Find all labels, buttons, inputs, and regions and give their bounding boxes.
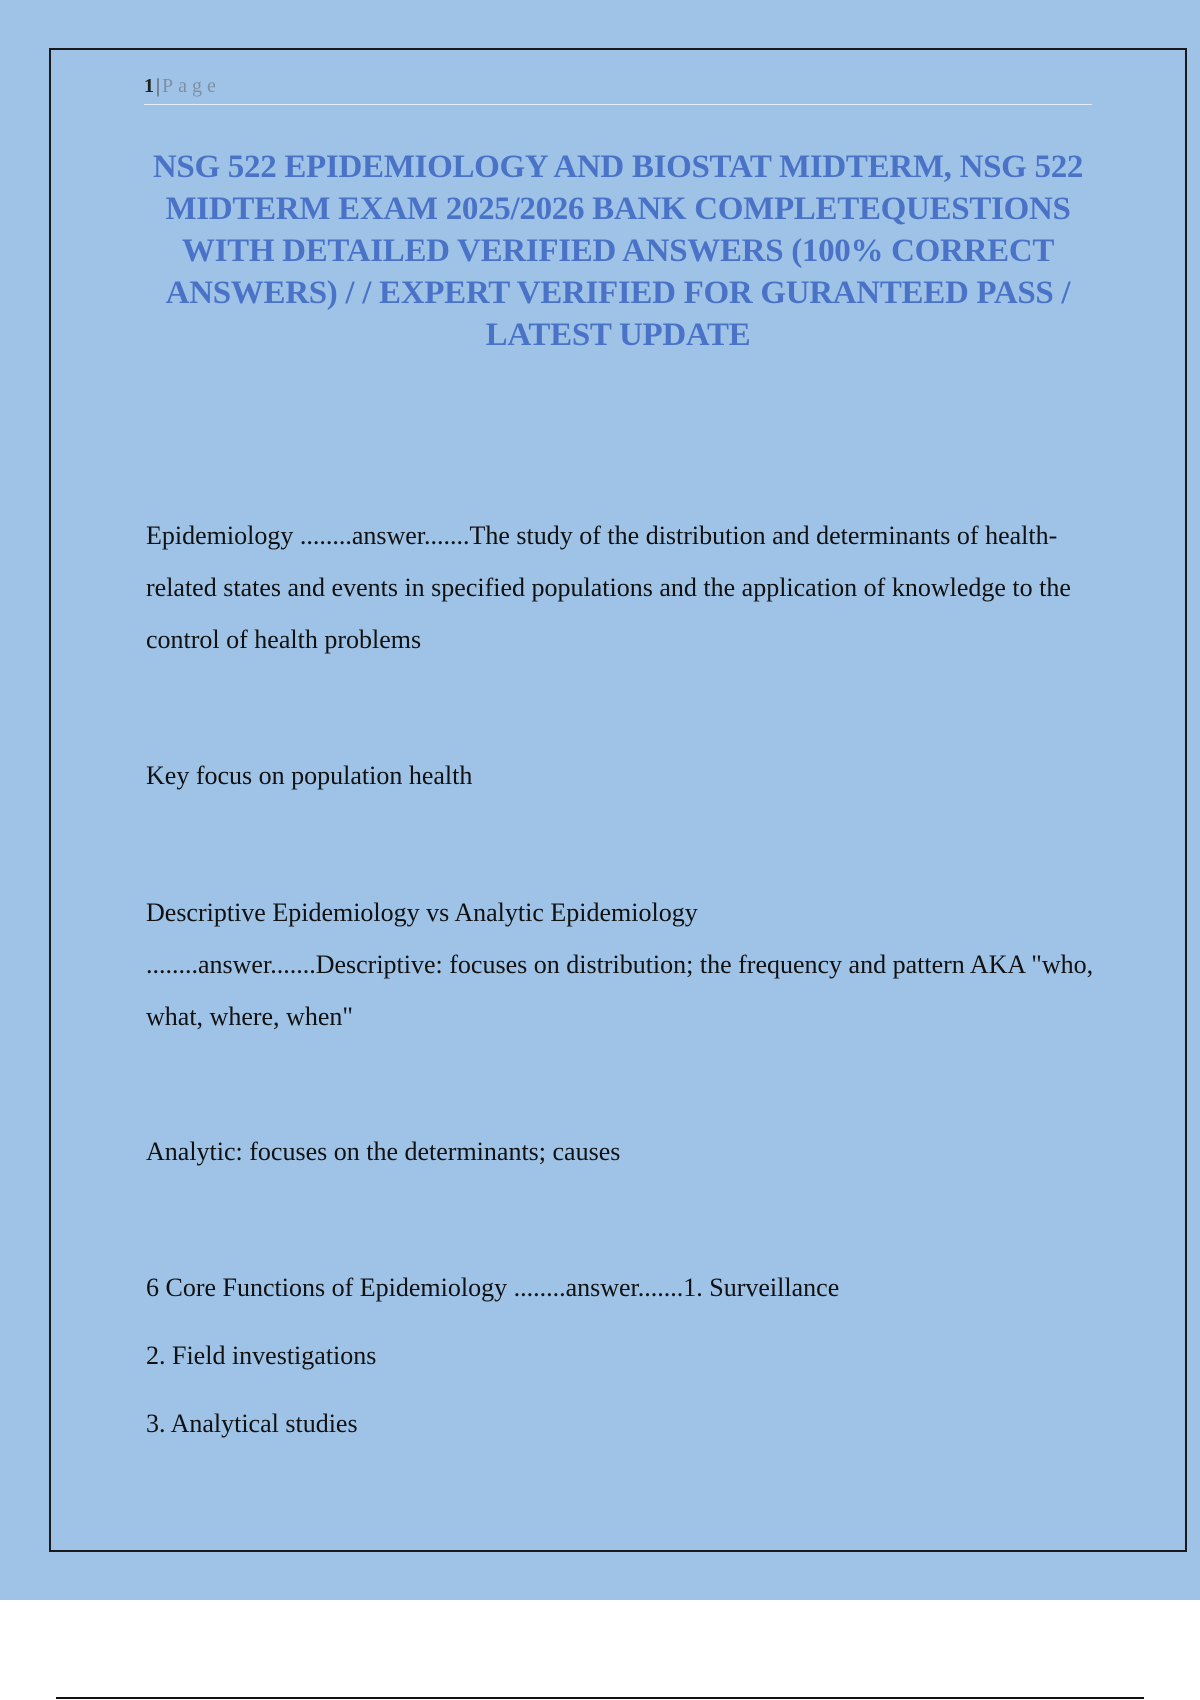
page-number: 1 <box>144 75 154 97</box>
paragraph-epidemiology-definition: Epidemiology ........answer.......The study of the distribution and determinants of health-related states and events in specified populations and the application of knowledge to the control of health problems <box>146 521 1071 654</box>
next-page-rule <box>56 1697 1144 1699</box>
paragraph-analytic: Analytic: focuses on the determinants; causes <box>146 1137 621 1166</box>
list-item-field-investigations: 2. Field investigations <box>146 1341 377 1370</box>
page-separator: | <box>156 75 161 97</box>
descriptive-vs-analytic-heading: Descriptive Epidemiology vs Analytic Epidemiology <box>146 898 698 927</box>
page-number-label <box>144 74 221 98</box>
document-title: NSG 522 EPIDEMIOLOGY AND BIOSTAT MIDTERM, NSG 522 MIDTERM EXAM 2025/2026 BANK COMPLETEQUESTIONS WITH DETAILED VERIFIED ANSWERS (100% CORRECT ANSWERS) / / EXPERT VERIFIED FOR GURANTEED PASS / LATEST UPDATE <box>152 149 1084 353</box>
descriptive-answer: ........answer.......Descriptive: focuses on distribution; the frequency and pattern AKA "who, what, where, when" <box>146 950 1094 1031</box>
paragraph-key-focus: Key focus on population health <box>146 761 473 790</box>
list-item-analytical-studies: 3. Analytical studies <box>146 1409 358 1438</box>
paragraph-descriptive-vs-analytic <box>146 887 1096 1043</box>
page-header <box>144 72 1092 105</box>
page-word: Page <box>162 75 221 97</box>
paragraph-core-functions: 6 Core Functions of Epidemiology ........answer.......1. Surveillance <box>146 1273 840 1302</box>
